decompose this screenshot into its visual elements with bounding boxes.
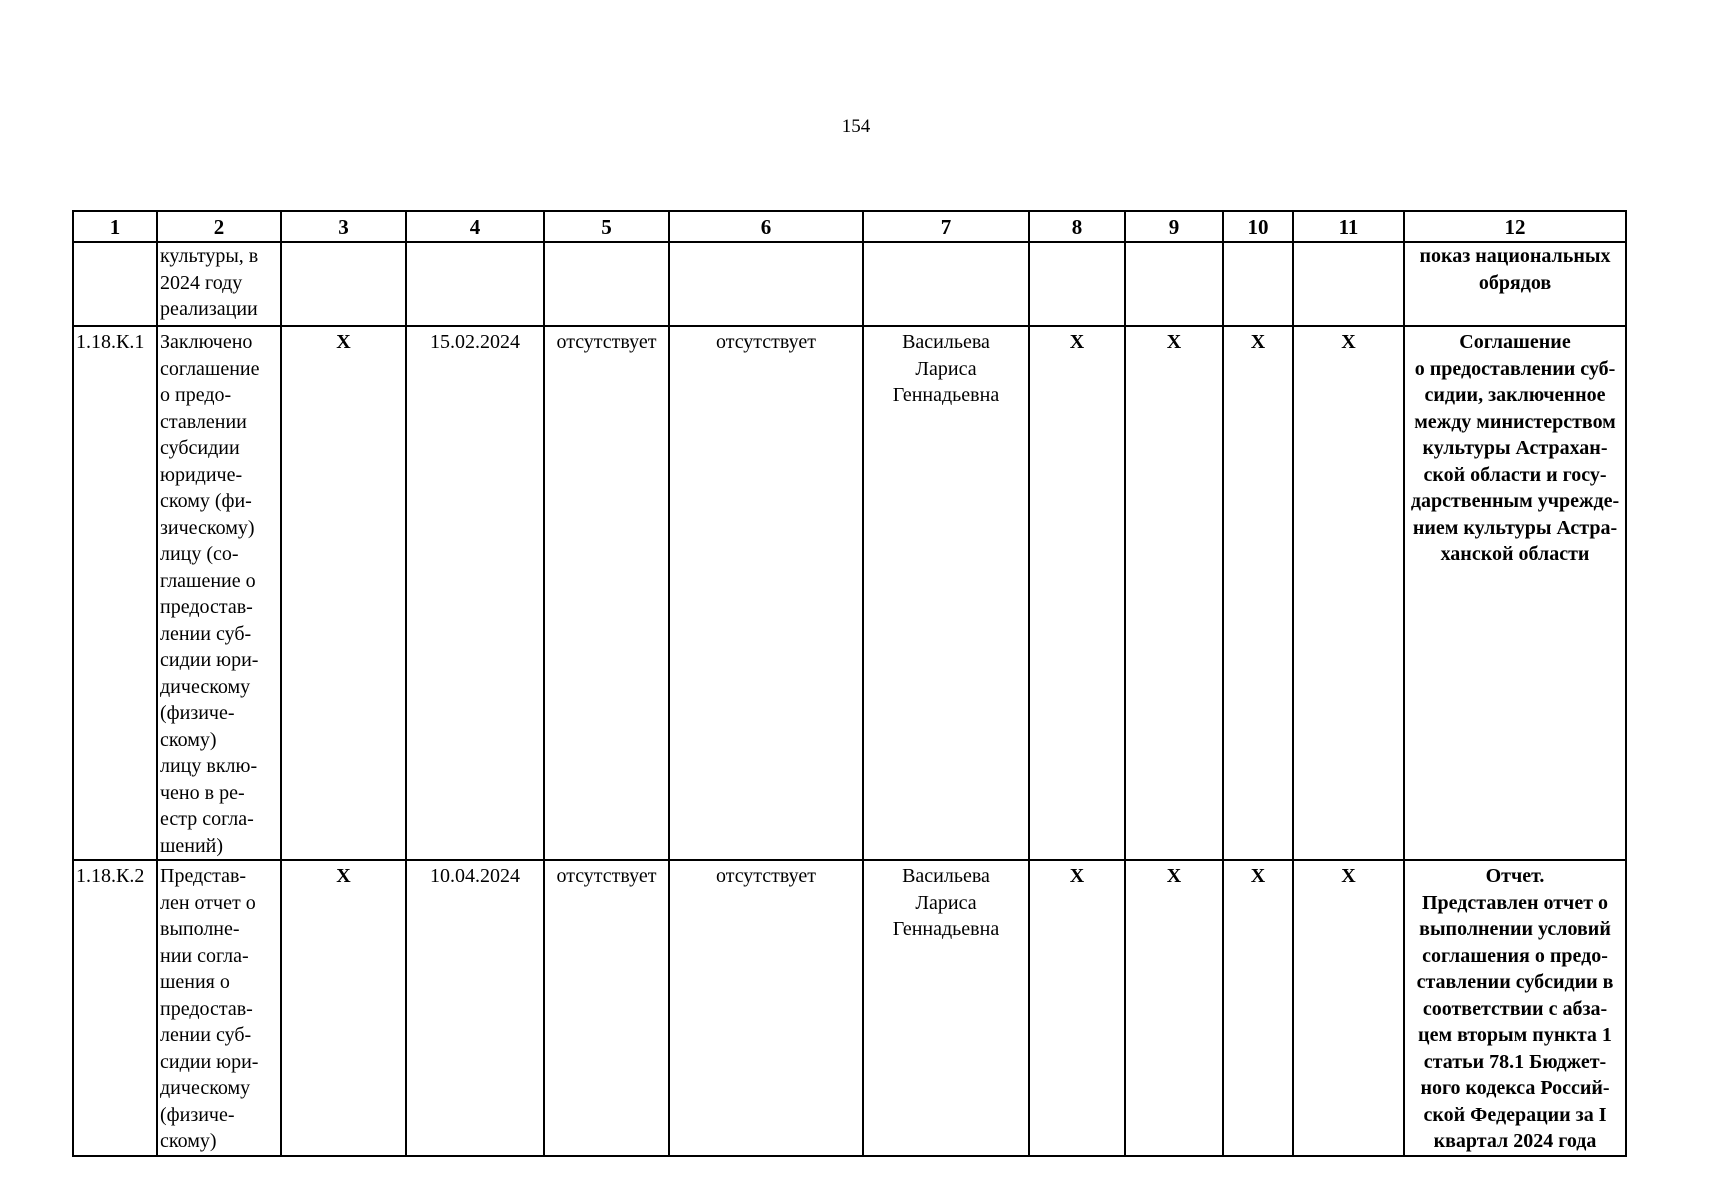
cell-col-5 (544, 242, 669, 326)
cell-col-9: X (1125, 326, 1223, 860)
table-row (73, 860, 1626, 1156)
cell-col-3 (281, 242, 406, 326)
cell-responsible: Васильева Лариса Геннадьевна (863, 326, 1029, 860)
cell-col-3: X (281, 860, 406, 1156)
header-cell-3: 3 (281, 211, 406, 242)
header-cell-10: 10 (1223, 211, 1293, 242)
header-cell-7: 7 (863, 211, 1029, 242)
cell-col-3: X (281, 326, 406, 860)
cell-col-8: X (1029, 326, 1125, 860)
cell-date (406, 242, 544, 326)
cell-responsible (863, 242, 1029, 326)
cell-col-10: X (1223, 860, 1293, 1156)
header-cell-4: 4 (406, 211, 544, 242)
row-code: 1.18.К.1 (73, 326, 157, 860)
table-row (73, 326, 1626, 860)
row-description: Заключено соглашение о предо- ставлении субсидии юридиче- скому (фи- зическому) лицу (со- глашение о предостав- лении суб- сидии юри- дическому (физиче- скому) лицу вклю- чено в ре- естр согла- шений) (157, 326, 281, 860)
cell-col-10: X (1223, 326, 1293, 860)
row-code (73, 242, 157, 326)
header-cell-9: 9 (1125, 211, 1223, 242)
header-cell-1: 1 (73, 211, 157, 242)
cell-note: Соглашение о предоставлении суб- сидии, заключенное между министерством культуры Астрахан- ской области и госу- дарственным учрежде- нием культуры Астра- ханской области (1404, 326, 1626, 860)
header-cell-2: 2 (157, 211, 281, 242)
cell-date: 15.02.2024 (406, 326, 544, 860)
cell-col-11: X (1293, 860, 1404, 1156)
header-cell-5: 5 (544, 211, 669, 242)
page-number: 154 (841, 116, 871, 137)
header-cell-6: 6 (669, 211, 863, 242)
cell-col-9: X (1125, 860, 1223, 1156)
cell-col-9 (1125, 242, 1223, 326)
report-table (72, 210, 1627, 1157)
cell-responsible: Васильева Лариса Геннадьевна (863, 860, 1029, 1156)
table-row (73, 242, 1626, 326)
cell-date: 10.04.2024 (406, 860, 544, 1156)
cell-col-8 (1029, 242, 1125, 326)
cell-col-11: X (1293, 326, 1404, 860)
cell-col-10 (1223, 242, 1293, 326)
cell-col-5: отсутствует (544, 860, 669, 1156)
header-cell-8: 8 (1029, 211, 1125, 242)
cell-col-11 (1293, 242, 1404, 326)
cell-col-8: X (1029, 860, 1125, 1156)
row-description: культуры, в 2024 году реализации (157, 242, 281, 326)
row-description: Представ- лен отчет о выполне- нии согла- шения о предостав- лении суб- сидии юри- дическому (физиче- скому) (157, 860, 281, 1156)
header-cell-12: 12 (1404, 211, 1626, 242)
cell-col-6 (669, 242, 863, 326)
cell-note: Отчет. Представлен отчет о выполнении условий соглашения о предо- ставлении субсидии в соответствии с абза- цем вторым пункта 1 статьи 78.1 Бюджет- ного кодекса Россий- ской Федерации за I квартал 2024 года (1404, 860, 1626, 1156)
header-cell-11: 11 (1293, 211, 1404, 242)
header-row (73, 211, 1626, 242)
cell-note: показ национальных обрядов (1404, 242, 1626, 326)
cell-col-5: отсутствует (544, 326, 669, 860)
cell-col-6: отсутствует (669, 860, 863, 1156)
cell-col-6: отсутствует (669, 326, 863, 860)
row-code: 1.18.К.2 (73, 860, 157, 1156)
